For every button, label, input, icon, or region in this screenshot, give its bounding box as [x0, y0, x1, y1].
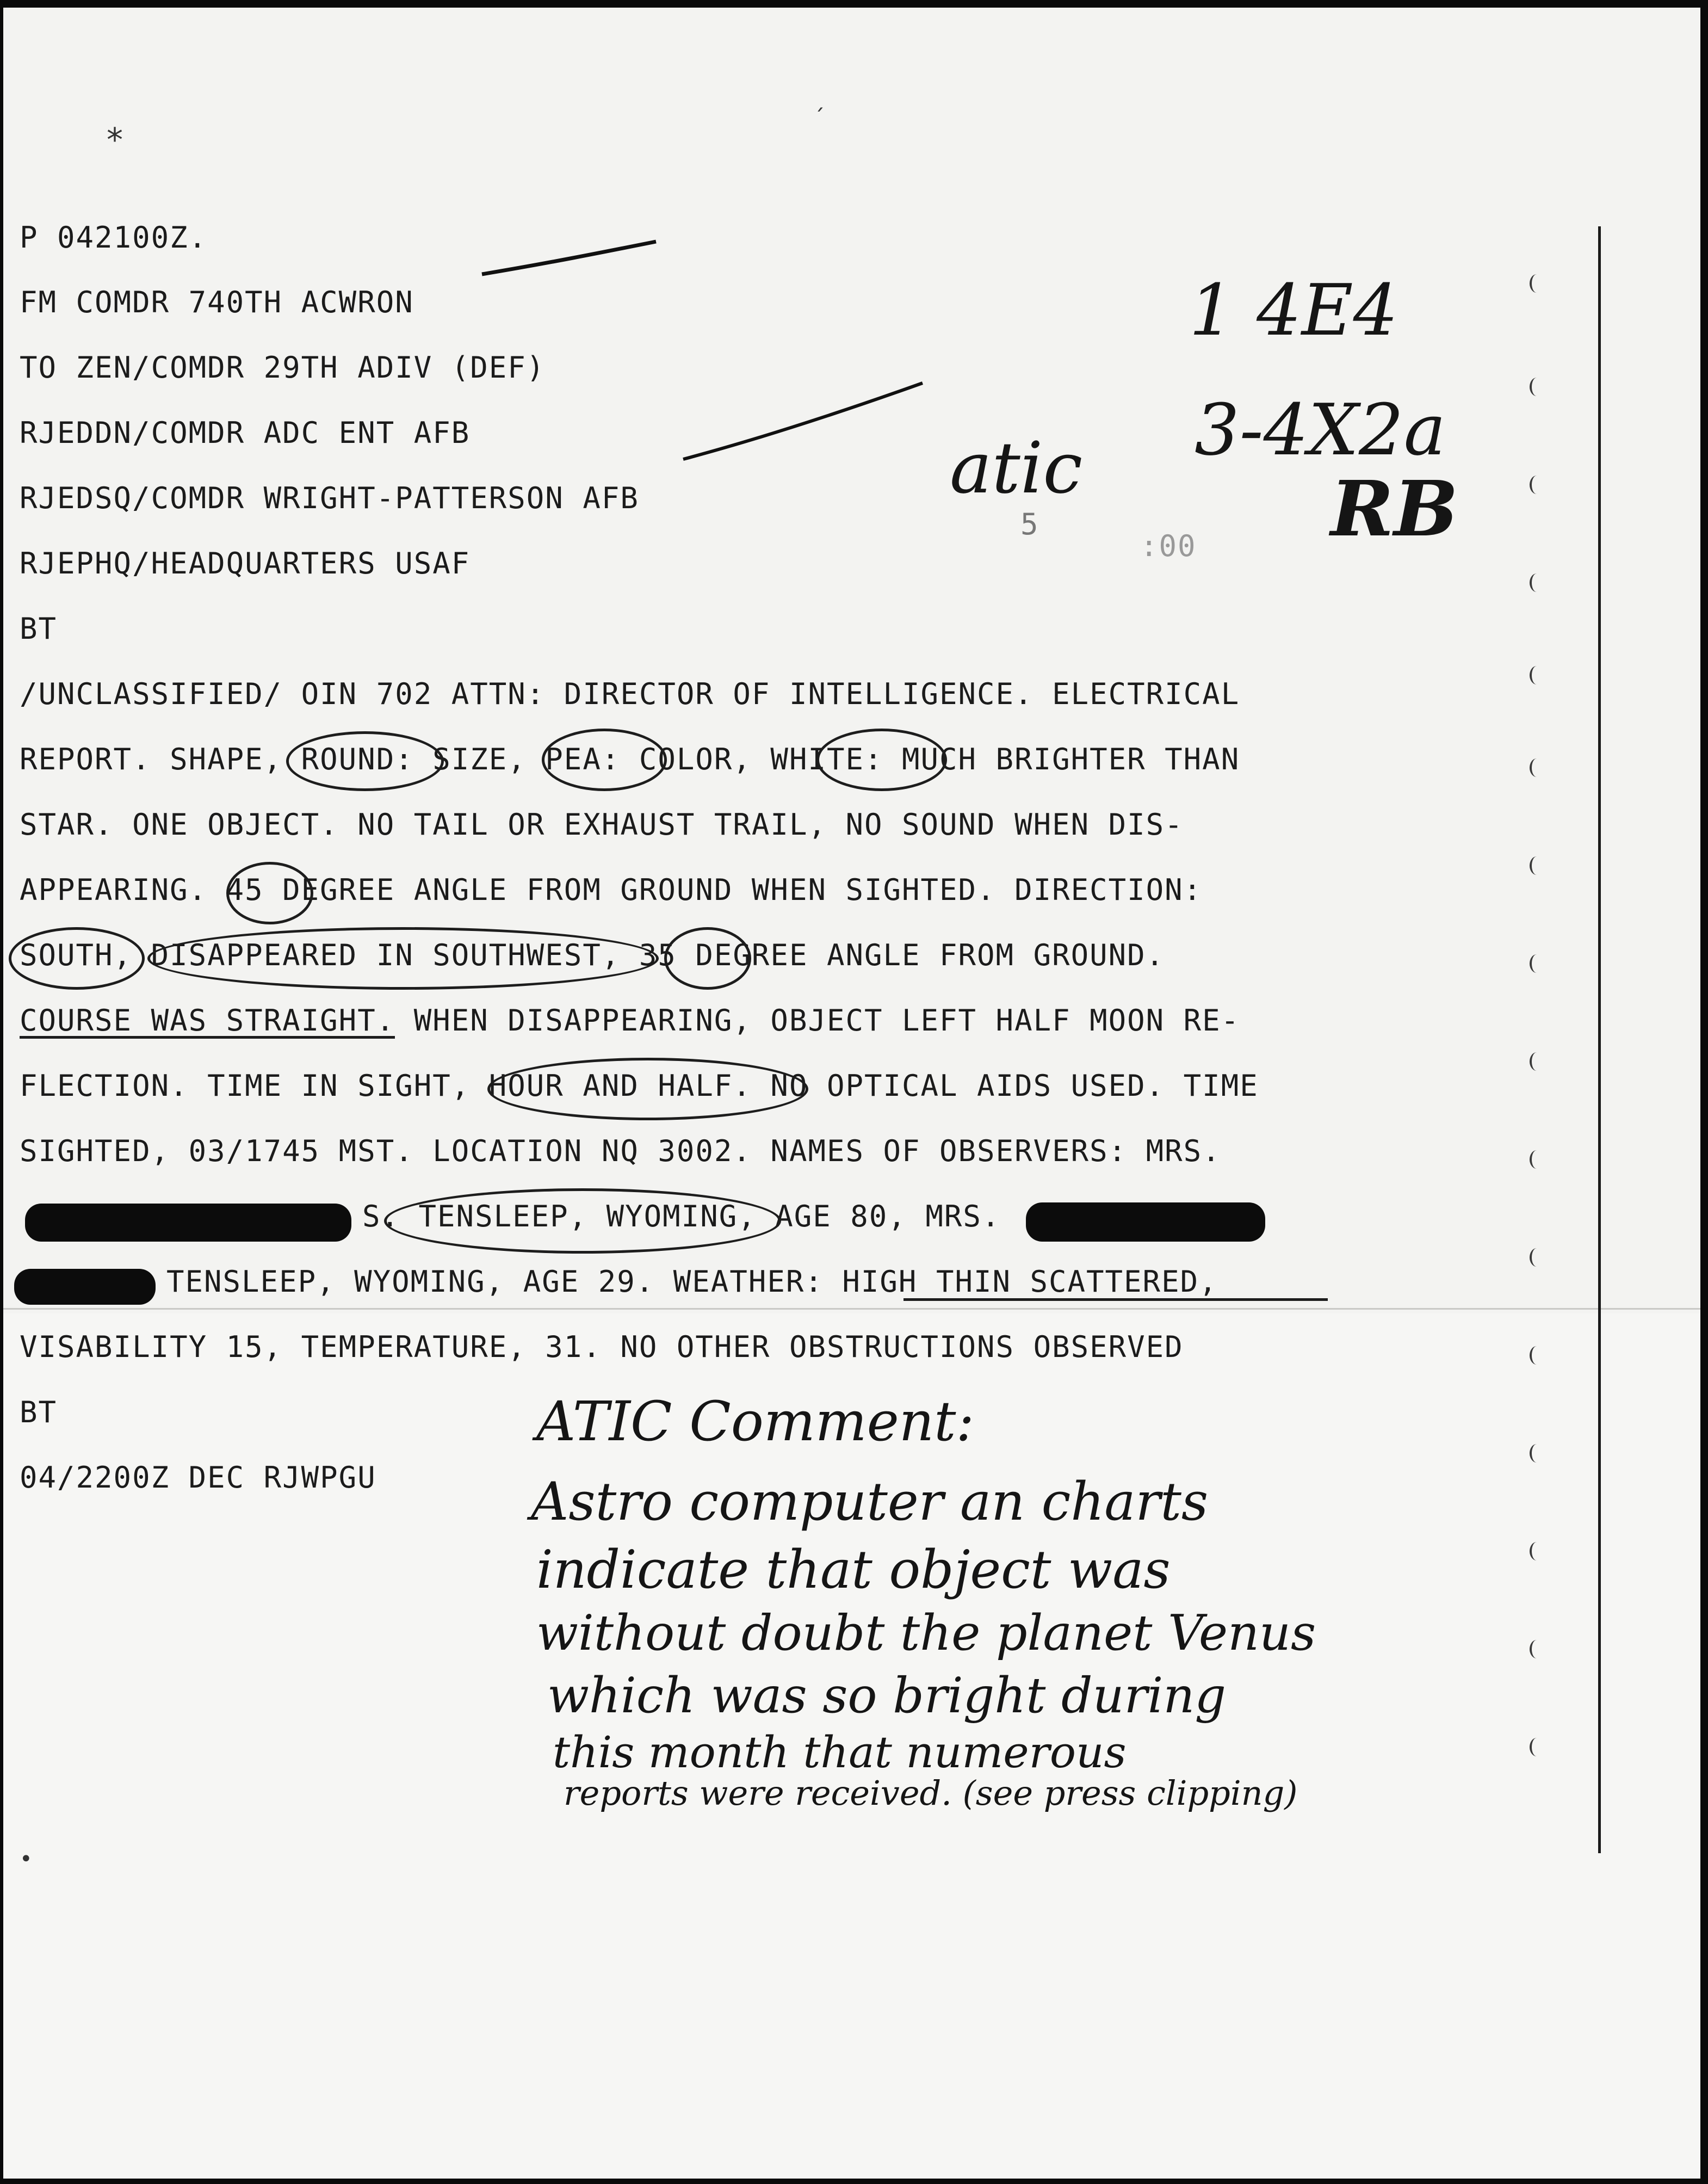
header-from: FM COMDR 740TH ACWRON — [20, 285, 414, 319]
circle-pea — [542, 729, 667, 791]
atic-comment-heading: ATIC Comment: — [536, 1390, 975, 1453]
circle-disappeared — [147, 927, 659, 990]
handwritten-scrawl: atic — [950, 427, 1083, 509]
body-line: SIGHTED, 03/1745 MST. LOCATION NQ 3002. NAMES OF OBSERVERS: MRS. — [20, 1134, 1221, 1168]
date-time-group: 04/2200Z DEC RJWPGU — [20, 1460, 376, 1495]
redaction-bar — [25, 1204, 351, 1242]
redaction-bar — [14, 1269, 156, 1305]
body-line: VISABILITY 15, TEMPERATURE, 31. NO OTHER OBSTRUCTIONS OBSERVED — [20, 1330, 1184, 1364]
circle-35 — [664, 927, 751, 990]
body-line: FLECTION. TIME IN SIGHT, HOUR AND HALF. NO OPTICAL AIDS USED. TIME — [20, 1069, 1259, 1103]
faint-stamp: :00 — [1140, 529, 1197, 563]
body-line: APPEARING. 45 DEGREE ANGLE FROM GROUND WHEN SIGHTED. DIRECTION: — [20, 873, 1203, 907]
body-line: REPORT. SHAPE, ROUND: SIZE, PEA: COLOR, WHITE: MUCH BRIGHTER THAN — [20, 742, 1240, 776]
header-priority: P 042100Z. — [20, 220, 208, 255]
stray-mark: ´ — [814, 106, 825, 131]
document-page — [3, 8, 1700, 2179]
stray-mark: • — [20, 1847, 33, 1872]
stray-mark: ⁎ — [107, 111, 123, 149]
header-to: TO ZEN/COMDR 29TH ADIV (DEF) — [20, 350, 546, 385]
routing-line: RJEDDN/COMDR ADC ENT AFB — [20, 416, 471, 450]
circle-45 — [226, 862, 313, 924]
atic-comment-line: this month that numerous — [553, 1727, 1127, 1778]
body-line: STAR. ONE OBJECT. NO TAIL OR EXHAUST TRAIL, NO SOUND WHEN DIS- — [20, 807, 1184, 842]
body-line: SOUTH, DISAPPEARED IN SOUTHWEST, 35 DEGREE ANGLE FROM GROUND. — [20, 938, 1165, 972]
body-line-observers: S. TENSLEEP, WYOMING, AGE 80, MRS. — [362, 1199, 1001, 1233]
circle-tensleep — [384, 1188, 781, 1254]
atic-comment-line: indicate that object was — [536, 1539, 1171, 1600]
handwritten-file-number: 1 4E4 — [1189, 269, 1398, 351]
body-line: /UNCLASSIFIED/ OIN 702 ATTN: DIRECTOR OF INTELLIGENCE. ELECTRICAL — [20, 677, 1240, 711]
circle-south — [9, 927, 145, 990]
break-marker: BT — [20, 612, 58, 646]
handwritten-initials: RB — [1330, 465, 1458, 554]
atic-comment-line: reports were received. (see press clipping) — [564, 1773, 1298, 1813]
handwritten-file-number: 3-4X2a — [1195, 388, 1446, 471]
break-marker: BT — [20, 1395, 58, 1429]
body-line: COURSE WAS STRAIGHT. WHEN DISAPPEARING, OBJECT LEFT HALF MOON RE- — [20, 1003, 1240, 1038]
routing-line: RJEDSQ/COMDR WRIGHT-PATTERSON AFB — [20, 481, 639, 515]
underline-weather — [903, 1298, 1328, 1301]
faint-stamp: 5 — [1020, 507, 1039, 541]
circle-hour-and-half — [487, 1058, 808, 1120]
circle-round — [286, 731, 444, 791]
atic-comment-line: Astro computer an charts — [531, 1471, 1209, 1532]
circle-white — [816, 729, 947, 791]
underline-course — [20, 1036, 395, 1039]
atic-comment-line: without doubt the planet Venus — [536, 1605, 1316, 1662]
body-line-weather: TENSLEEP, WYOMING, AGE 29. WEATHER: HIGH THIN SCATTERED, — [166, 1264, 1218, 1299]
redaction-bar — [1026, 1202, 1265, 1242]
routing-line: RJEPHQ/HEADQUARTERS USAF — [20, 546, 471, 581]
atic-comment-line: which was so bright during — [547, 1667, 1226, 1724]
